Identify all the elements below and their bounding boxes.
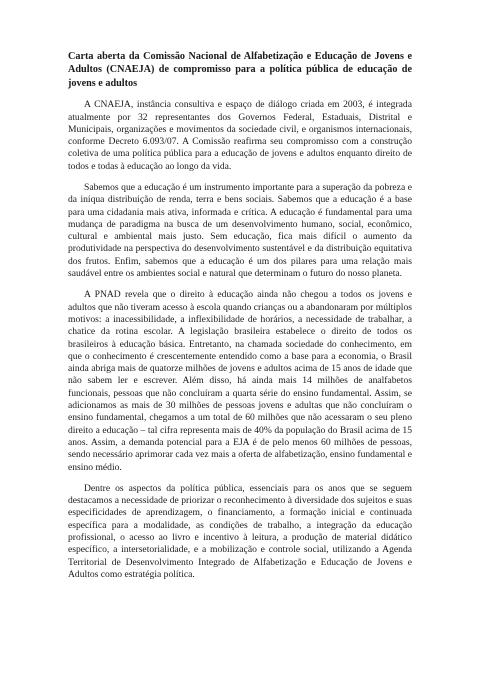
- paragraph-cnaeja: A CNAEJA, instância consultiva e espaço de diálogo criada em 2003, é integrada atualmente por 32 representantes dos Governos Federal, Estaduais, Distrital e Municipais, organizações e movimentos da sociedade civil, e organismos internacionais, conforme Decreto 6.093/07. A Comissão reafirma seu compromisso com a construção coletiva de uma política pública para a educação de jovens e adultos enquanto direito de todos e todas à educação ao longo da vida.: [68, 99, 412, 172]
- paragraph-policy-aspects: Dentre os aspectos da política pública, essenciais para os anos que se seguem destacamos a necessidade de priorizar o reconhecimento à diversidade dos sujeitos e suas especificidades de aprendizagem, o financiamento, a formação inicial e continuada específica para a modalidade, as condições de trabalho, a integração da educação profissional, o acesso ao livro e incentivo à leitura, a produção de material didático específico, a intersetorialidade, e a mobilização e controle social, utilizando a Agenda Territorial de Desenvolvimento Integrado de Alfabetização e Educação de Jovens e Adultos como estratégia política.: [68, 482, 412, 580]
- document-title: Carta aberta da Comissão Nacional de Alfabetização e Educação de Jovens e Adultos (CNAEJA) de compromisso para a política pública de educação de jovens e adultos: [68, 51, 412, 89]
- paragraph-education-importance: Sabemos que a educação é um instrumento importante para a superação da pobreza e da iníqua distribuição de renda, terra e bens sociais. Sabemos que a educação é a base para uma cidadania mais ativa, informada e crítica. A educação é fundamental para uma mudança de paradigma na busca de um desenvolvimento humano, social, econômico, cultural e ambiental mais justo. Sem educação, fica mais difícil o aumento da produtividade na perspectiva do desenvolvimento sustentável e da distribuição equitativa dos frutos. Enfim, sabemos que a educação é um dos pilares para uma relação mais saudável entre os ambientes social e natural que determinam o futuro do nosso planeta.: [68, 182, 412, 280]
- paragraph-pnad: A PNAD revela que o direito à educação ainda não chegou a todos os jovens e adultos que não tiveram acesso à escola quando crianças ou a abandonaram por múltiplos motivos: a inacessibilidade, a inflexibilidade de horários, a necessidade de trabalhar, a chatice da rotina escolar. A legislação brasileira estabelece o direito de todos os brasileiros à educação básica. Entretanto, na chamada sociedade do conhecimento, em que o conhecimento é crescentemente entendido como a base para a economia, o Brasil ainda abriga mais de quatorze milhões de jovens e adultos acima de 15 anos de idade que não sabem ler e escrever. Além disso, há ainda mais 14 milhões de analfabetos funcionais, pessoas que não concluíram a quarta série do ensino fundamental. Assim, se adicionamos as mais de 30 milhões de pessoas jovens e adultas que não concluíram o ensino fundamental, chegamos a um total de 60 milhões que não acessaram o seu pleno direito a educação – tal cifra representa mais de 40% da população do Brasil acima de 15 anos. Assim, a demanda potencial para a EJA é de pelo menos 60 milhões de pessoas, sendo necessário aprimorar cada vez mais a oferta de alfabetização, ensino fundamental e ensino médio.: [68, 289, 412, 473]
